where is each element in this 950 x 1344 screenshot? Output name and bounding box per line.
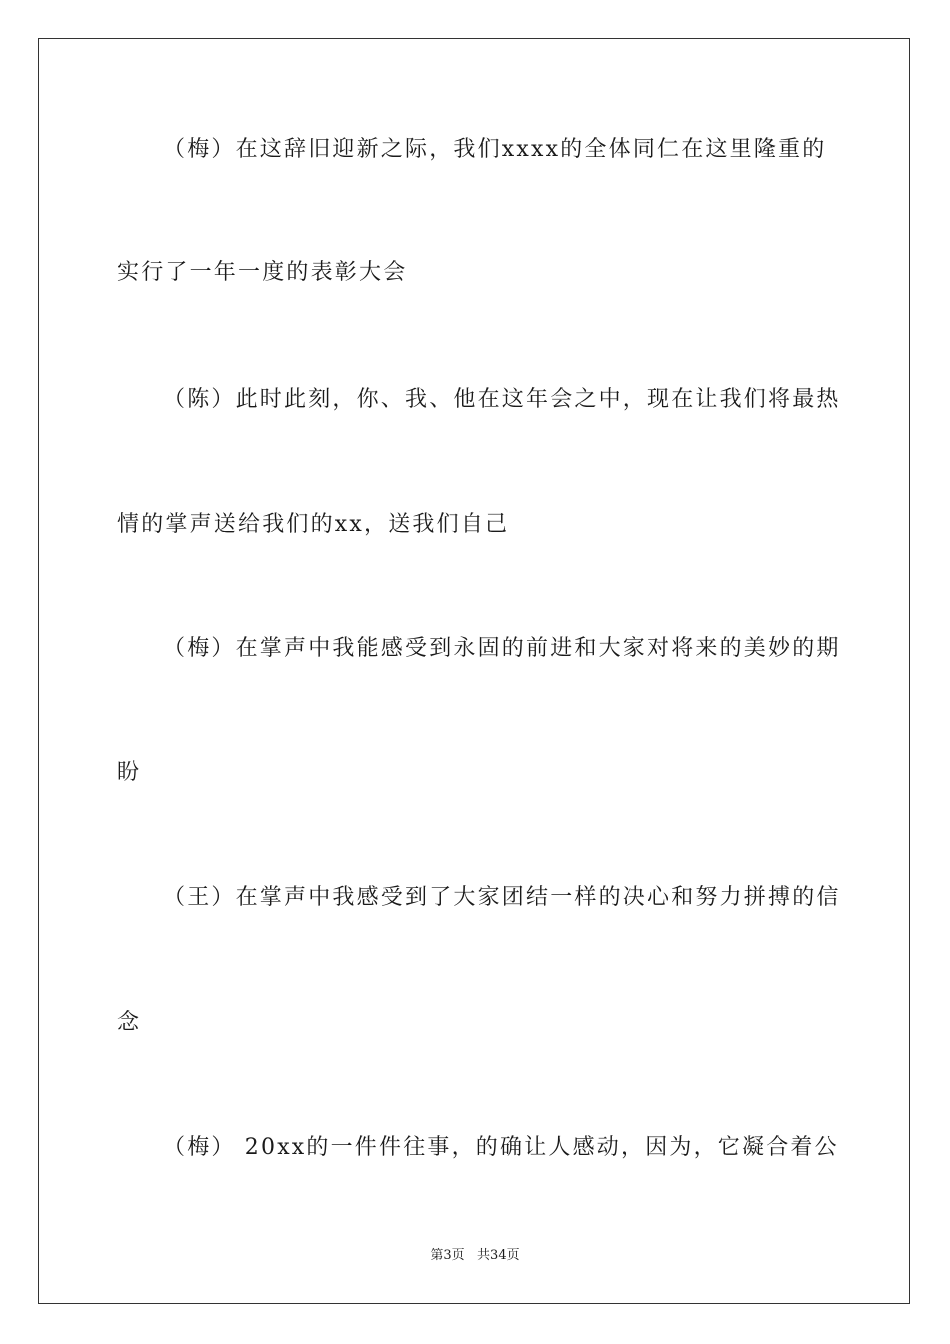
text-line: （梅）在掌声中我能感受到永固的前进和大家对将来的美妙的期 — [163, 636, 841, 661]
text-line: （王）在掌声中我感受到了大家团结一样的决心和努力拼搏的信 — [163, 885, 841, 910]
text-line: （梅）在这辞旧迎新之际，我们xxxx的全体同仁在这里隆重的 — [163, 137, 827, 162]
text-line: 念 — [117, 1010, 142, 1035]
page-number: 第3页 共34页 — [430, 1248, 520, 1263]
page-border — [38, 38, 910, 1304]
text-line: 情的掌声送给我们的xx，送我们自己 — [117, 512, 510, 537]
text-line: （陈）此时此刻，你、我、他在这年会之中，现在让我们将最热 — [163, 387, 841, 412]
text-line: 盼 — [117, 760, 142, 785]
text-line: （梅） 20xx的一件件往事，的确让人感动，因为，它凝合着公 — [163, 1135, 839, 1160]
text-line: 实行了一年一度的表彰大会 — [117, 260, 408, 285]
